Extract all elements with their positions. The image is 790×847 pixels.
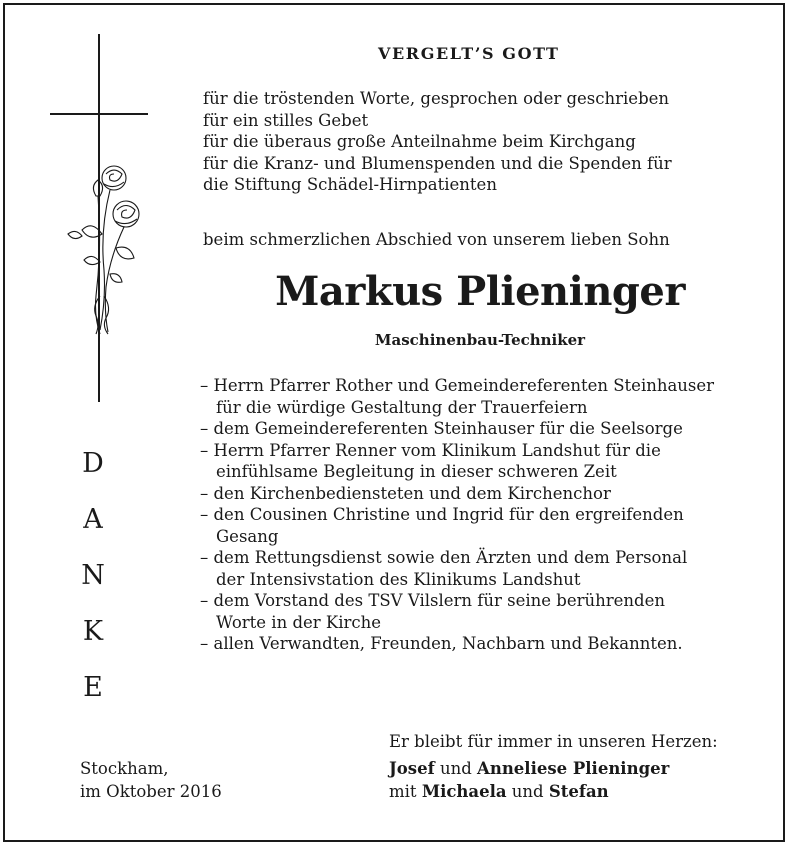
occupation: Maschinenbau-Techniker: [374, 331, 586, 349]
thanks-line: – allen Verwandten, Freunden, Nachbarn und Bekannten.: [200, 634, 683, 653]
thanks-line: – Herrn Pfarrer Rother und Gemeindereferenten Steinhauser: [200, 376, 715, 395]
signers: [389, 758, 669, 803]
reason-line: die Stiftung Schädel-Hirnpatienten: [203, 175, 497, 194]
deceased-name: Markus Plieninger: [275, 268, 685, 315]
place: Stockham,: [80, 759, 169, 778]
thanks-line: – dem Rettungsdienst sowie den Ärzten und dem Personal: [200, 548, 688, 567]
danke-letter: N: [81, 560, 105, 591]
thanks-line: – den Kirchenbediensteten und dem Kirchenchor: [200, 483, 611, 503]
thanks-line: Gesang: [216, 526, 279, 546]
signer-father: Josef: [389, 759, 435, 778]
with-prefix: mit: [389, 781, 422, 801]
danke-letter: D: [82, 448, 104, 479]
farewell-line: beim schmerzlichen Abschied von unserem lieben Sohn: [203, 230, 670, 249]
heading: VERGELT’S GOTT: [378, 44, 560, 63]
reason-line: für die tröstenden Worte, gesprochen oder geschrieben: [203, 89, 670, 108]
reason-line: für die überaus große Anteilnahme beim Kirchgang: [203, 132, 636, 151]
signers-line-1: [389, 758, 669, 781]
thanked-people: [200, 375, 714, 655]
signer-mother: Anneliese Plieninger: [477, 759, 670, 778]
thanks-line: einfühlsame Begleitung in dieser schweren Zeit: [216, 462, 617, 481]
reason-line: für die Kranz- und Blumenspenden und die Spenden für: [203, 153, 672, 173]
thanks-line: – dem Gemeindereferenten Steinhauser für die Seelsorge: [200, 419, 683, 438]
thanks-line: der Intensivstation des Klinikums Landshut: [216, 569, 581, 589]
thanks-line: Worte in der Kirche: [216, 612, 382, 632]
reason-line: für ein stilles Gebet: [203, 110, 369, 130]
thanks-line: – dem Vorstand des TSV Vilslern für seine berührenden: [200, 591, 665, 610]
closing-line: Er bleibt für immer in unseren Herzen:: [389, 732, 718, 751]
conjunction: und: [434, 759, 478, 778]
conjunction: und: [506, 781, 549, 801]
danke-letter: A: [83, 504, 103, 535]
date: im Oktober 2016: [80, 781, 222, 801]
signer-sibling-2: Stefan: [548, 781, 609, 801]
thanks-line: – den Cousinen Christine und Ingrid für den ergreifenden: [200, 505, 684, 524]
signer-sibling-1: Michaela: [421, 781, 507, 801]
thanks-line: – Herrn Pfarrer Renner vom Klinikum Landshut für die: [200, 440, 661, 460]
place-date: [80, 758, 222, 803]
danke-letter: E: [83, 672, 103, 703]
danke-letter: K: [82, 616, 104, 647]
thanks-line: für die würdige Gestaltung der Trauerfeiern: [216, 397, 588, 417]
danke-vertical: [80, 436, 106, 716]
signers-line-2: [389, 781, 669, 804]
thanks-reasons: [203, 88, 672, 196]
